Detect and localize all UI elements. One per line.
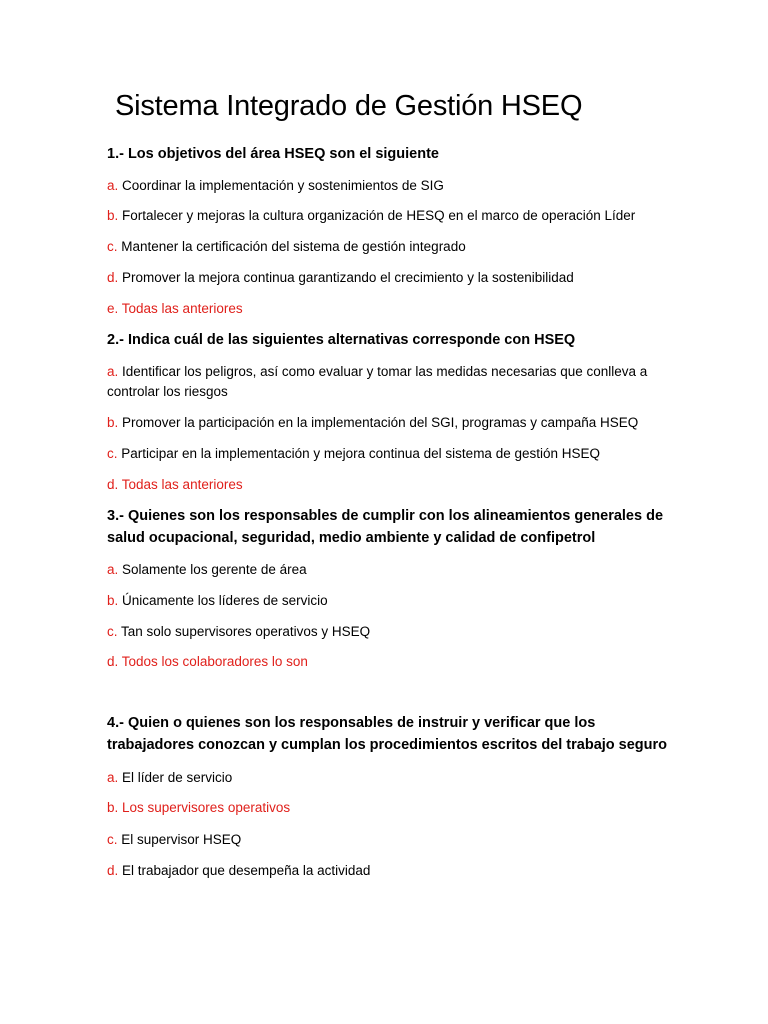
question-3-option-a: [107, 560, 667, 580]
option-text: Fortalecer y mejoras la cultura organización de HESQ en el marco de operación Líder: [118, 208, 636, 223]
question-2: 2.- Indica cuál de las siguientes alternativas corresponde con HSEQ: [107, 332, 576, 348]
option-text: Promover la mejora continua garantizando el crecimiento y la sostenibilidad: [118, 270, 574, 285]
option-letter: d.: [107, 270, 119, 285]
question-3-option-b: [107, 591, 667, 611]
option-letter: b.: [107, 415, 119, 430]
question-4-option-c: [107, 830, 667, 850]
page-title: Sistema Integrado de Gestión HSEQ: [115, 90, 583, 122]
option-text: El trabajador que desempeña la actividad: [118, 863, 371, 878]
option-text: Todos los colaboradores lo son: [118, 654, 308, 669]
option-letter: d.: [107, 477, 119, 492]
option-letter: a.: [107, 364, 119, 379]
question-1-option-c: [107, 237, 667, 257]
question-2-option-c: [107, 444, 667, 464]
question-2-option-d: [107, 475, 667, 495]
option-text: Únicamente los líderes de servicio: [118, 593, 328, 608]
option-letter: b.: [107, 593, 119, 608]
question-2-option-b: [107, 413, 667, 433]
option-text: Participar en la implementación y mejora continua del sistema de gestión HSEQ: [117, 446, 601, 461]
option-letter: b.: [107, 800, 119, 815]
option-letter: a.: [107, 770, 119, 785]
option-text: Todas las anteriores: [118, 301, 243, 316]
option-letter: d.: [107, 863, 119, 878]
option-text: El líder de servicio: [118, 770, 233, 785]
question-1-option-b: [107, 206, 667, 226]
option-letter: e.: [107, 301, 119, 316]
option-text: Coordinar la implementación y sostenimientos de SIG: [118, 178, 444, 193]
question-4: 4.- Quien o quienes son los responsables de instruir y verificar que los trabajadores conozcan y cumplan los procedimientos escritos del trabajo seguro: [107, 715, 668, 753]
option-text: Todas las anteriores: [118, 477, 243, 492]
question-1-option-a: [107, 176, 667, 196]
question-3-option-c: [107, 622, 667, 642]
question-1-option-e: [107, 299, 667, 319]
option-letter: c.: [107, 446, 118, 461]
question-4-option-a: [107, 768, 667, 788]
option-letter: c.: [107, 239, 118, 254]
question-2-option-a: [107, 362, 667, 402]
option-letter: c.: [107, 624, 118, 639]
option-letter: c.: [107, 832, 118, 847]
option-letter: d.: [107, 654, 119, 669]
option-text: Los supervisores operativos: [118, 800, 291, 815]
option-letter: b.: [107, 208, 119, 223]
option-text: Solamente los gerente de área: [118, 562, 307, 577]
question-3-option-d: [107, 652, 667, 672]
option-text: Identificar los peligros, así como evaluar y tomar las medidas necesarias que conlleva a controlar los riesgos: [107, 364, 648, 399]
option-letter: a.: [107, 562, 119, 577]
option-text: Mantener la certificación del sistema de gestión integrado: [117, 239, 466, 254]
question-4-option-b: [107, 798, 667, 818]
question-4-option-d: [107, 861, 667, 881]
option-letter: a.: [107, 178, 119, 193]
question-1: 1.- Los objetivos del área HSEQ son el siguiente: [107, 146, 439, 162]
question-3: 3.- Quienes son los responsables de cumplir con los alineamientos generales de salud ocupacional, seguridad, medio ambiente y calidad de confipetrol: [107, 508, 664, 546]
option-text: Promover la participación en la implementación del SGI, programas y campaña HSEQ: [118, 415, 639, 430]
option-text: El supervisor HSEQ: [117, 832, 242, 847]
option-text: Tan solo supervisores operativos y HSEQ: [117, 624, 371, 639]
question-1-option-d: [107, 268, 667, 288]
